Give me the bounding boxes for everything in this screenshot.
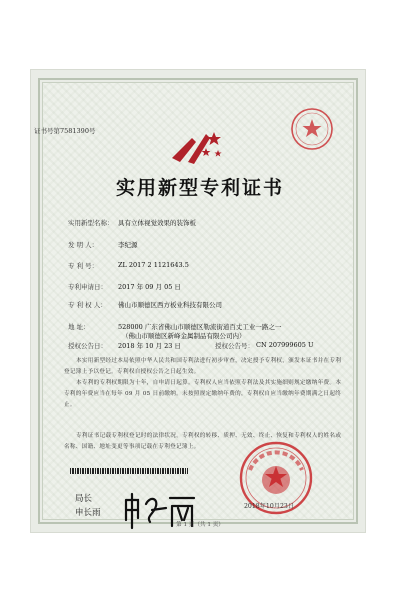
- patent-office-emblem: [166, 128, 228, 168]
- field-label-auth-no: 授权公告号：: [215, 342, 254, 350]
- field-value-address-line-2: （佛山市顺德区新峰金属制品有限公司内）: [122, 332, 246, 340]
- barcode: [70, 468, 188, 474]
- field-value-inventor: 李纪源: [118, 241, 138, 249]
- field-label-filing-date: 专利申请日：: [68, 283, 107, 291]
- certificate-title: 实用新型专利证书: [115, 177, 284, 199]
- field-label-patent-no: 专 利 号：: [68, 262, 99, 270]
- page-footer: 第 1 页（共 1 页）: [176, 522, 224, 528]
- field-value-auth-date: 2018 年 10 月 23 日: [118, 342, 181, 350]
- director-name: 申长雨: [75, 508, 101, 518]
- patent-office-seal-small: [290, 107, 334, 151]
- field-label-inventor: 发 明 人：: [68, 241, 99, 249]
- director-title: 局长: [75, 494, 93, 504]
- field-label-patentee: 专 利 权 人：: [68, 301, 107, 309]
- field-value-name: 具有立体视觉效果的装饰板: [118, 219, 196, 227]
- field-value-filing-date: 2017 年 09 月 05 日: [118, 283, 181, 291]
- paragraph-grant: 本实用新型经过本局依照中华人民共和国专利法进行初步审查，决定授予专利权，颁发本证书并在专利登记簿上予以登记。专利权自授权公告之日起生效。: [64, 358, 342, 375]
- field-value-patentee: 佛山市顺德区西方板业科技有限公司: [118, 301, 222, 309]
- field-value-auth-no: CN 207999605 U: [256, 341, 314, 349]
- paragraph-register: 专利证书记载专利权登记时的法律状况。专利权的转移、质押、无效、终止、恢复和专利权人的姓名或名称、国籍、地址变更等事项记载在专利登记簿上。: [64, 433, 342, 450]
- certificate-number: 证书号第7581390号: [34, 127, 96, 135]
- seal-date: 2018年10月23日: [244, 503, 295, 510]
- field-label-name: 实用新型名称：: [68, 219, 114, 227]
- field-label-auth-date: 授权公告日：: [68, 342, 107, 350]
- field-value-address-line-1: 528000 广东省佛山市顺德区勒流街道百丈工业一路之一: [118, 323, 282, 331]
- field-value-patent-no: ZL 2017 2 1121643.5: [118, 261, 189, 269]
- paragraph-term: 本专利的专利权期限为十年，自申请日起算。专利权人应当依照专利法及其实施细则规定缴纳年费。本专利的年费应当在每年 09 月 05 日前缴纳。未按照规定缴纳年费的，专利权自应当缴纳年费期满之日起终止。: [64, 380, 342, 408]
- field-label-address: 地 址：: [68, 323, 90, 331]
